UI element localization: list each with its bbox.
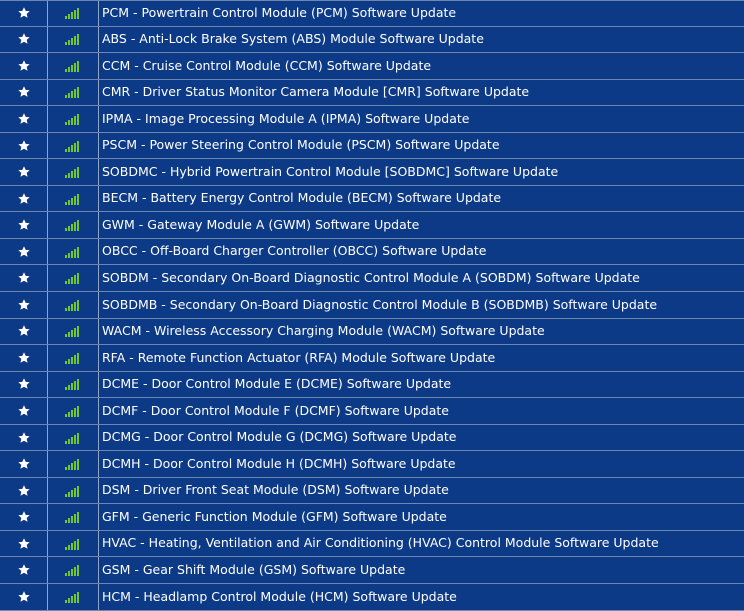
signal-cell: [48, 345, 99, 371]
module-update-text: DCME - Door Control Module E (DCME) Software Update: [102, 376, 452, 392]
module-update-title[interactable]: [99, 345, 744, 371]
signal-cell: [48, 292, 99, 318]
signal-cell: [48, 186, 99, 212]
signal-strength-icon: [65, 378, 81, 390]
module-update-text: GWM - Gateway Module A (GWM) Software Update: [102, 216, 420, 232]
signal-strength-icon: [65, 166, 81, 178]
list-item[interactable]: [0, 53, 744, 80]
signal-strength-icon: [65, 33, 81, 45]
module-update-title[interactable]: [99, 80, 744, 106]
star-icon[interactable]: [17, 192, 31, 206]
favorite-cell[interactable]: [0, 451, 48, 477]
star-icon[interactable]: [17, 112, 31, 126]
signal-cell: [48, 265, 99, 291]
favorite-cell[interactable]: [0, 345, 48, 371]
star-icon[interactable]: [17, 32, 31, 46]
module-update-text: BECM - Battery Energy Control Module (BECM) Software Update: [102, 190, 502, 206]
module-update-text: GFM - Generic Function Module (GFM) Software Update: [102, 508, 447, 524]
module-update-title[interactable]: [99, 451, 744, 477]
module-update-text: ABS - Anti-Lock Brake System (ABS) Module Software Update: [102, 31, 484, 47]
module-update-text: DCMH - Door Control Module H (DCMH) Software Update: [102, 455, 456, 471]
star-icon[interactable]: [17, 510, 31, 524]
module-update-title[interactable]: [99, 1, 744, 26]
signal-cell: [48, 398, 99, 424]
favorite-cell[interactable]: [0, 106, 48, 132]
module-update-text: PSCM - Power Steering Control Module (PSCM) Software Update: [102, 137, 500, 153]
signal-cell: [48, 239, 99, 265]
signal-cell: [48, 478, 99, 504]
signal-cell: [48, 53, 99, 79]
module-update-title[interactable]: [99, 27, 744, 53]
star-icon[interactable]: [17, 59, 31, 73]
list-item[interactable]: [0, 319, 744, 346]
favorite-cell[interactable]: [0, 186, 48, 212]
module-update-title[interactable]: [99, 133, 744, 159]
list-item[interactable]: [0, 398, 744, 425]
signal-strength-icon: [65, 113, 81, 125]
signal-strength-icon: [65, 272, 81, 284]
signal-cell: [48, 212, 99, 238]
list-item[interactable]: [0, 345, 744, 372]
signal-cell: [48, 159, 99, 185]
module-update-text: OBCC - Off-Board Charger Controller (OBCC) Software Update: [102, 243, 487, 259]
favorite-cell[interactable]: [0, 53, 48, 79]
star-icon[interactable]: [17, 563, 31, 577]
list-item[interactable]: [0, 212, 744, 239]
module-update-title[interactable]: [99, 53, 744, 79]
module-update-text: WACM - Wireless Accessory Charging Module (WACM) Software Update: [102, 323, 545, 339]
signal-cell: [48, 451, 99, 477]
star-icon[interactable]: [17, 537, 31, 551]
signal-cell: [48, 372, 99, 398]
module-update-title[interactable]: [99, 504, 744, 530]
signal-strength-icon: [65, 591, 81, 603]
favorite-cell[interactable]: [0, 398, 48, 424]
signal-strength-icon: [65, 458, 81, 470]
signal-strength-icon: [65, 60, 81, 72]
star-icon[interactable]: [17, 457, 31, 471]
star-icon[interactable]: [17, 6, 31, 20]
module-update-title[interactable]: [99, 239, 744, 265]
signal-strength-icon: [65, 564, 81, 576]
module-update-text: PCM - Powertrain Control Module (PCM) Software Update: [102, 5, 457, 21]
signal-strength-icon: [65, 325, 81, 337]
star-icon[interactable]: [17, 324, 31, 338]
signal-cell: [48, 80, 99, 106]
list-item[interactable]: [0, 27, 744, 54]
signal-cell: [48, 584, 99, 610]
list-item[interactable]: [0, 265, 744, 292]
module-update-title[interactable]: [99, 106, 744, 132]
module-update-title[interactable]: [99, 425, 744, 451]
favorite-cell[interactable]: [0, 584, 48, 610]
module-update-title[interactable]: [99, 584, 744, 610]
module-update-text: DCMG - Door Control Module G (DCMG) Software Update: [102, 429, 457, 445]
list-item[interactable]: [0, 478, 744, 505]
list-item[interactable]: [0, 0, 744, 27]
list-item[interactable]: [0, 292, 744, 319]
list-item[interactable]: [0, 451, 744, 478]
module-update-text: DSM - Driver Front Seat Module (DSM) Software Update: [102, 482, 449, 498]
signal-cell: [48, 557, 99, 583]
module-update-text: SOBDMB - Secondary On-Board Diagnostic Control Module B (SOBDMB) Software Update: [102, 296, 658, 312]
module-update-title[interactable]: [99, 478, 744, 504]
signal-cell: [48, 1, 99, 26]
signal-strength-icon: [65, 485, 81, 497]
signal-strength-icon: [65, 405, 81, 417]
favorite-cell[interactable]: [0, 531, 48, 557]
module-update-title[interactable]: [99, 557, 744, 583]
list-item[interactable]: [0, 80, 744, 107]
star-icon[interactable]: [17, 85, 31, 99]
favorite-cell[interactable]: [0, 504, 48, 530]
favorite-cell[interactable]: [0, 557, 48, 583]
module-update-title[interactable]: [99, 292, 744, 318]
module-update-text: GSM - Gear Shift Module (GSM) Software Update: [102, 562, 406, 577]
signal-cell: [48, 531, 99, 557]
module-update-title[interactable]: [99, 265, 744, 291]
module-update-text: DCMF - Door Control Module F (DCMF) Software Update: [102, 402, 449, 418]
favorite-cell[interactable]: [0, 292, 48, 318]
favorite-cell[interactable]: [0, 425, 48, 451]
star-icon[interactable]: [17, 377, 31, 391]
list-item[interactable]: [0, 504, 744, 531]
favorite-cell[interactable]: [0, 212, 48, 238]
list-item[interactable]: [0, 531, 744, 558]
signal-strength-icon: [65, 511, 81, 523]
module-update-text: HVAC - Heating, Ventilation and Air Conditioning (HVAC) Control Module Software Update: [102, 535, 659, 551]
star-icon[interactable]: [17, 139, 31, 153]
module-update-title[interactable]: [99, 531, 744, 557]
list-item[interactable]: [0, 186, 744, 213]
list-item[interactable]: [0, 372, 744, 399]
favorite-cell[interactable]: [0, 478, 48, 504]
star-icon[interactable]: [17, 484, 31, 498]
signal-cell: [48, 425, 99, 451]
list-item[interactable]: [0, 584, 744, 611]
module-update-title[interactable]: [99, 159, 744, 185]
signal-strength-icon: [65, 219, 81, 231]
module-update-text: IPMA - Image Processing Module A (IPMA) Software Update: [102, 110, 470, 126]
module-update-title[interactable]: [99, 186, 744, 212]
module-update-text: HCM - Headlamp Control Module (HCM) Software Update: [102, 588, 457, 604]
signal-cell: [48, 133, 99, 159]
signal-cell: [48, 27, 99, 53]
favorite-cell[interactable]: [0, 1, 48, 26]
favorite-cell[interactable]: [0, 239, 48, 265]
star-icon[interactable]: [17, 351, 31, 365]
list-item[interactable]: [0, 557, 744, 584]
signal-strength-icon: [65, 352, 81, 364]
module-update-title[interactable]: [99, 212, 744, 238]
favorite-cell[interactable]: [0, 265, 48, 291]
signal-cell: [48, 504, 99, 530]
signal-strength-icon: [65, 7, 81, 19]
module-update-title[interactable]: [99, 319, 744, 345]
list-item[interactable]: [0, 159, 744, 186]
favorite-cell[interactable]: [0, 159, 48, 185]
signal-strength-icon: [65, 299, 81, 311]
star-icon[interactable]: [17, 431, 31, 445]
signal-strength-icon: [65, 86, 81, 98]
list-item[interactable]: [0, 133, 744, 160]
signal-strength-icon: [65, 140, 81, 152]
signal-strength-icon: [65, 538, 81, 550]
module-update-text: CMR - Driver Status Monitor Camera Module [CMR] Software Update: [102, 84, 530, 100]
module-update-text: RFA - Remote Function Actuator (RFA) Module Software Update: [102, 349, 496, 365]
module-update-text: CCM - Cruise Control Module (CCM) Software Update: [102, 57, 432, 73]
module-update-title[interactable]: [99, 372, 744, 398]
star-icon[interactable]: [17, 165, 31, 179]
list-item[interactable]: [0, 106, 744, 133]
star-icon[interactable]: [17, 404, 31, 418]
star-icon[interactable]: [17, 218, 31, 232]
favorite-cell[interactable]: [0, 80, 48, 106]
signal-cell: [48, 319, 99, 345]
module-update-text: SOBDM - Secondary On-Board Diagnostic Control Module A (SOBDM) Software Update: [102, 269, 640, 285]
favorite-cell[interactable]: [0, 27, 48, 53]
signal-strength-icon: [65, 193, 81, 205]
module-update-title[interactable]: [99, 398, 744, 424]
signal-strength-icon: [65, 246, 81, 258]
star-icon[interactable]: [17, 590, 31, 604]
favorite-cell[interactable]: [0, 372, 48, 398]
favorite-cell[interactable]: [0, 319, 48, 345]
favorite-cell[interactable]: [0, 133, 48, 159]
star-icon[interactable]: [17, 245, 31, 259]
signal-cell: [48, 106, 99, 132]
star-icon[interactable]: [17, 298, 31, 312]
module-update-text: SOBDMC - Hybrid Powertrain Control Module [SOBDMC] Software Update: [102, 163, 559, 179]
star-icon[interactable]: [17, 271, 31, 285]
signal-strength-icon: [65, 432, 81, 444]
list-item[interactable]: [0, 239, 744, 266]
list-item[interactable]: [0, 425, 744, 452]
